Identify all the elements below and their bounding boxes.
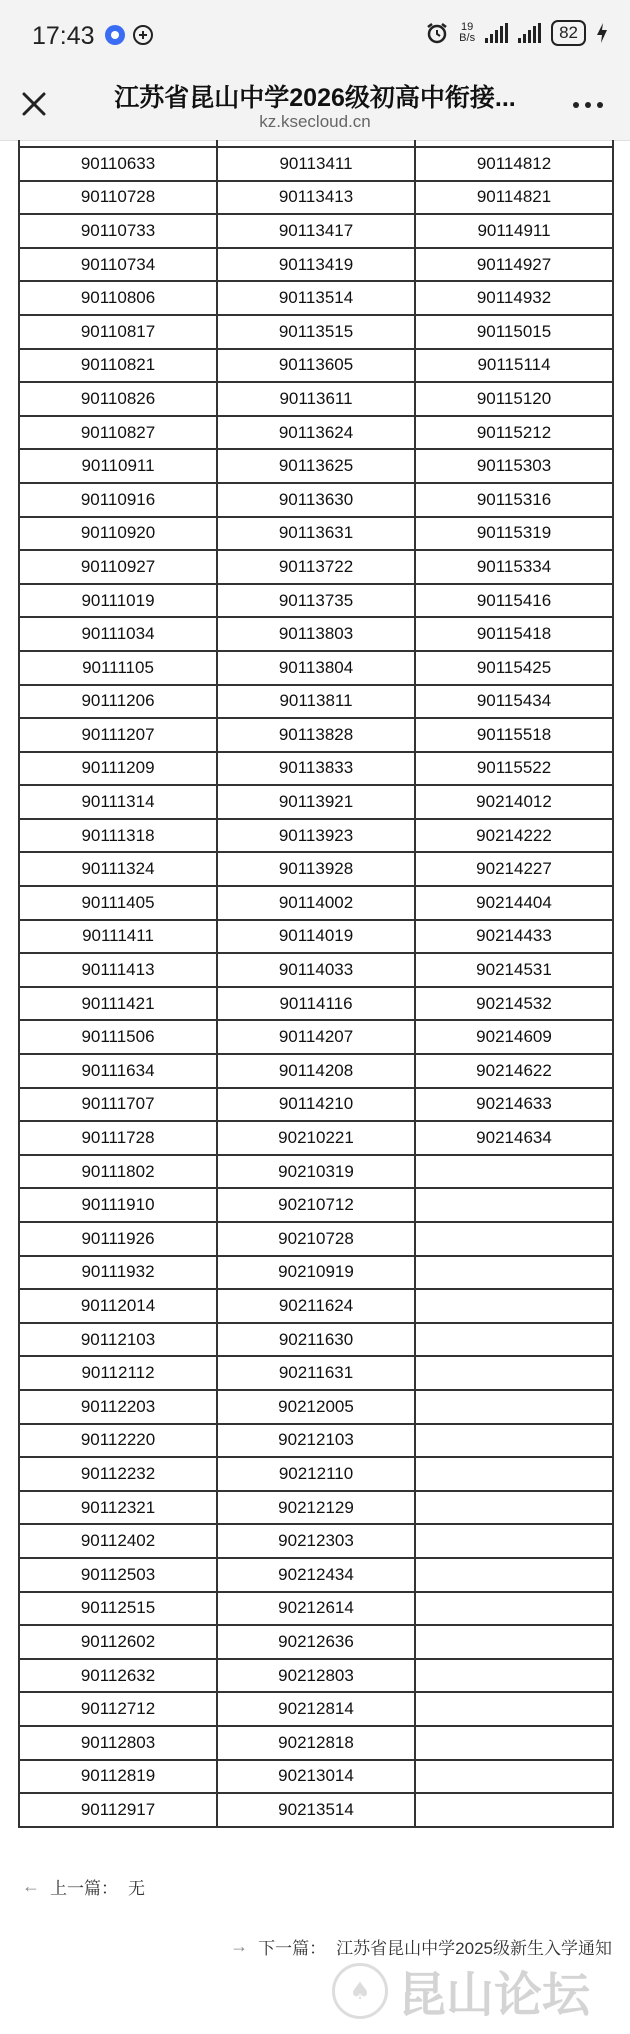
table-cell: 90111411 [19,920,217,954]
table-cell: 90111207 [19,718,217,752]
table-row [19,214,613,248]
table-cell: 90114208 [217,1054,415,1088]
table-cell: 90111405 [19,886,217,920]
table-row [19,1256,613,1290]
table-cell: 90114812 [415,147,613,181]
table-cell: 90111910 [19,1188,217,1222]
table-row [19,1020,613,1054]
alarm-icon [425,21,449,45]
table-row [19,617,613,651]
table-cell: 90112917 [19,1793,217,1827]
table-cell: 90112632 [19,1659,217,1693]
table-cell: 90113811 [217,685,415,719]
table-cell: 90113804 [217,651,415,685]
data-saver-icon [132,24,154,46]
table-cell [415,1289,613,1323]
browser-title-bar [0,72,630,141]
table-cell: 90214222 [415,819,613,853]
table-cell: 90114019 [217,920,415,954]
table-cell: 90212303 [217,1524,415,1558]
table-cell: 90110920 [19,517,217,551]
table-cell [415,1222,613,1256]
charging-icon [596,22,608,44]
table-row [19,1558,613,1592]
table-cell: 90110806 [19,281,217,315]
table-cell: 90113419 [217,248,415,282]
table-cell: 90111421 [19,987,217,1021]
table-cell: 90214532 [415,987,613,1021]
table-cell: 90112112 [19,1356,217,1390]
table-cell: 90115416 [415,584,613,618]
table-cell: 90111926 [19,1222,217,1256]
table-cell: 90110633 [19,147,217,181]
table-cell: 90111324 [19,852,217,886]
table-cell: 90114821 [415,181,613,215]
network-speed: 19 B/s [459,21,476,44]
signal-1-icon [485,23,508,43]
forum-watermark [332,1956,590,2025]
table-cell: 90214433 [415,920,613,954]
table-cell: 90212005 [217,1390,415,1424]
page-url: kz.ksecloud.cn [259,112,371,131]
table-cell: 90113413 [217,181,415,215]
table-cell: 90113630 [217,483,415,517]
table-row [19,449,613,483]
table-cell: 90110733 [19,214,217,248]
table-row [19,718,613,752]
table-row [19,584,613,618]
table-row [19,1625,613,1659]
table-cell: 90115522 [415,752,613,786]
table-cell: 90214622 [415,1054,613,1088]
table-cell: 90114932 [415,281,613,315]
table-row [19,651,613,685]
table-row [19,886,613,920]
table-cell: 90212103 [217,1424,415,1458]
table-cell: 90110827 [19,416,217,450]
table-row [19,1793,613,1827]
table-cell: 90112602 [19,1625,217,1659]
table-cell: 90210712 [217,1188,415,1222]
table-cell: 90112103 [19,1323,217,1357]
table-cell: 90115434 [415,685,613,719]
table-cell: 90113735 [217,584,415,618]
table-cell: 90110911 [19,449,217,483]
table-cell [415,1625,613,1659]
table-cell: 90112803 [19,1726,217,1760]
table-cell [415,1558,613,1592]
table-row [19,819,613,853]
table-cell: 90113611 [217,382,415,416]
table-row [19,517,613,551]
table-cell: 90113923 [217,819,415,853]
table-cell [415,1323,613,1357]
table-cell: 90113833 [217,752,415,786]
admission-number-table [18,140,612,1828]
table-cell: 90111206 [19,685,217,719]
table-row [19,1088,613,1122]
table-row [19,1222,613,1256]
table-cell: 90214531 [415,953,613,987]
table-row [19,785,613,819]
table-cell: 90111506 [19,1020,217,1054]
table-row [19,1592,613,1626]
table-cell: 90212636 [217,1625,415,1659]
table-cell: 90110821 [19,349,217,383]
table-row [19,248,613,282]
table-cell: 90212434 [217,1558,415,1592]
table-cell: 90113928 [217,852,415,886]
table-cell: 90113921 [217,785,415,819]
table-cell: 90211631 [217,1356,415,1390]
table-cell [415,1524,613,1558]
table-row [19,1726,613,1760]
table-cell: 90113417 [217,214,415,248]
table-row [19,987,613,1021]
table-row [19,685,613,719]
table-cell: 90111318 [19,819,217,853]
table-cell: 90113605 [217,349,415,383]
table-row [19,1155,613,1189]
table-cell: 90115212 [415,416,613,450]
table-row [19,1457,613,1491]
forum-seal-icon: ♠ [332,1963,388,2019]
table-cell: 90112203 [19,1390,217,1424]
close-icon[interactable] [14,84,54,124]
table-cell [415,1692,613,1726]
table-cell: 90211624 [217,1289,415,1323]
table-cell [415,1793,613,1827]
table-cell: 90111413 [19,953,217,987]
table-cell: 90112503 [19,1558,217,1592]
table-cell [415,1457,613,1491]
page-title: 江苏省昆山中学2026级初高中衔接... [114,84,516,112]
table-cell: 90212814 [217,1692,415,1726]
table-cell: 90115418 [415,617,613,651]
next-article-title: 江苏省昆山中学2025级新生入学通知 [336,1939,612,1958]
table-row [19,416,613,450]
table-cell: 90115319 [415,517,613,551]
table-cell: 90115015 [415,315,613,349]
table-cell: 90212614 [217,1592,415,1626]
table-cell: 90113514 [217,281,415,315]
table-cell: 90111105 [19,651,217,685]
table-cell: 90113624 [217,416,415,450]
table-cell: 90111932 [19,1256,217,1290]
signal-2-icon [518,23,541,43]
table-row [19,920,613,954]
table-cell: 90113722 [217,550,415,584]
table-cell: 90214634 [415,1121,613,1155]
table-cell: 90114033 [217,953,415,987]
table-cell [415,1659,613,1693]
table-cell: 90214227 [415,852,613,886]
prev-article-title: 无 [128,1879,145,1898]
status-time: 17:43 [32,22,95,50]
table-row [19,1356,613,1390]
table-cell: 90111634 [19,1054,217,1088]
table-cell: 90112402 [19,1524,217,1558]
table-cell: 90115303 [415,449,613,483]
table-row [19,550,613,584]
prev-article-link[interactable] [22,1874,145,1899]
more-options-icon[interactable] [568,90,608,120]
table-cell: 90111019 [19,584,217,618]
table-cell: 90114002 [217,886,415,920]
table-row [19,181,613,215]
table-row [19,1289,613,1323]
table-row [19,1054,613,1088]
table-cell [415,1155,613,1189]
table-cell: 90111707 [19,1088,217,1122]
table-cell [415,1188,613,1222]
table-cell: 90112515 [19,1592,217,1626]
table-cell: 90113515 [217,315,415,349]
table-row [19,1692,613,1726]
table-cell: 90212818 [217,1726,415,1760]
table-cell: 90110728 [19,181,217,215]
table-row [19,1121,613,1155]
table-cell: 90110927 [19,550,217,584]
table-cell: 90111209 [19,752,217,786]
table-cell [415,1390,613,1424]
table-cell [415,1491,613,1525]
table-cell: 90112220 [19,1424,217,1458]
table-cell: 90115316 [415,483,613,517]
table-cell: 90113803 [217,617,415,651]
table-row [19,953,613,987]
table-row [19,1323,613,1357]
table-cell: 90114116 [217,987,415,1021]
table-row [19,752,613,786]
table-cell: 90214404 [415,886,613,920]
table-cell: 90214633 [415,1088,613,1122]
table-row [19,1424,613,1458]
table-cell: 90111802 [19,1155,217,1189]
table-cell: 90210919 [217,1256,415,1290]
next-article-label: 下一篇： [258,1939,327,1958]
table-cell: 90112232 [19,1457,217,1491]
table-cell: 90115334 [415,550,613,584]
table-cell [415,1726,613,1760]
table-row [19,1659,613,1693]
table-cell: 90110916 [19,483,217,517]
watermark-text: 昆山论坛 [398,1967,591,2023]
table-cell [415,1760,613,1794]
table-cell: 90214609 [415,1020,613,1054]
table-cell: 90115518 [415,718,613,752]
table-cell: 90113828 [217,718,415,752]
table-cell [415,1356,613,1390]
table-cell: 90212110 [217,1457,415,1491]
article-navigation [0,1858,630,2034]
table-row [19,281,613,315]
table-cell: 90110817 [19,315,217,349]
table-row [19,349,613,383]
table-row [19,1491,613,1525]
table-cell: 90111314 [19,785,217,819]
table-row [19,1390,613,1424]
table-cell: 90113625 [217,449,415,483]
table-cell: 90112321 [19,1491,217,1525]
table-row [19,1188,613,1222]
table-row [19,147,613,181]
table-cell [415,1424,613,1458]
table-row [19,1760,613,1794]
table-row [19,1524,613,1558]
table-cell: 90112712 [19,1692,217,1726]
table-cell: 90211630 [217,1323,415,1357]
table-cell [415,1256,613,1290]
table-cell: 90115120 [415,382,613,416]
table-row [19,852,613,886]
battery-indicator: 82 [551,20,586,46]
table-cell: 90210221 [217,1121,415,1155]
table-cell: 90112014 [19,1289,217,1323]
table-cell: 90213514 [217,1793,415,1827]
table-cell [415,1592,613,1626]
table-cell: 90213014 [217,1760,415,1794]
arrow-left-icon: ← [22,1876,40,1896]
table-cell: 90113411 [217,147,415,181]
table-cell: 90114911 [415,214,613,248]
prev-article-label: 上一篇： [50,1879,118,1898]
table-cell: 90111034 [19,617,217,651]
table-cell: 90212803 [217,1659,415,1693]
table-cell: 90113631 [217,517,415,551]
table-row [19,483,613,517]
table-cell: 90112819 [19,1760,217,1794]
status-bar [0,0,630,72]
app-notification-icon [104,24,126,46]
table-cell: 90214012 [415,785,613,819]
arrow-right-icon: → [230,1936,249,1956]
table-cell: 90114207 [217,1020,415,1054]
table-cell: 90210728 [217,1222,415,1256]
table-cell: 90114927 [415,248,613,282]
table-cell: 90110734 [19,248,217,282]
table-row [19,315,613,349]
table-row [19,382,613,416]
table-cell: 90115425 [415,651,613,685]
table-cell: 90210319 [217,1155,415,1189]
table-cell: 90115114 [415,349,613,383]
table-cell: 90212129 [217,1491,415,1525]
table-cell: 90111728 [19,1121,217,1155]
table-cell: 90114210 [217,1088,415,1122]
table-cell: 90110826 [19,382,217,416]
